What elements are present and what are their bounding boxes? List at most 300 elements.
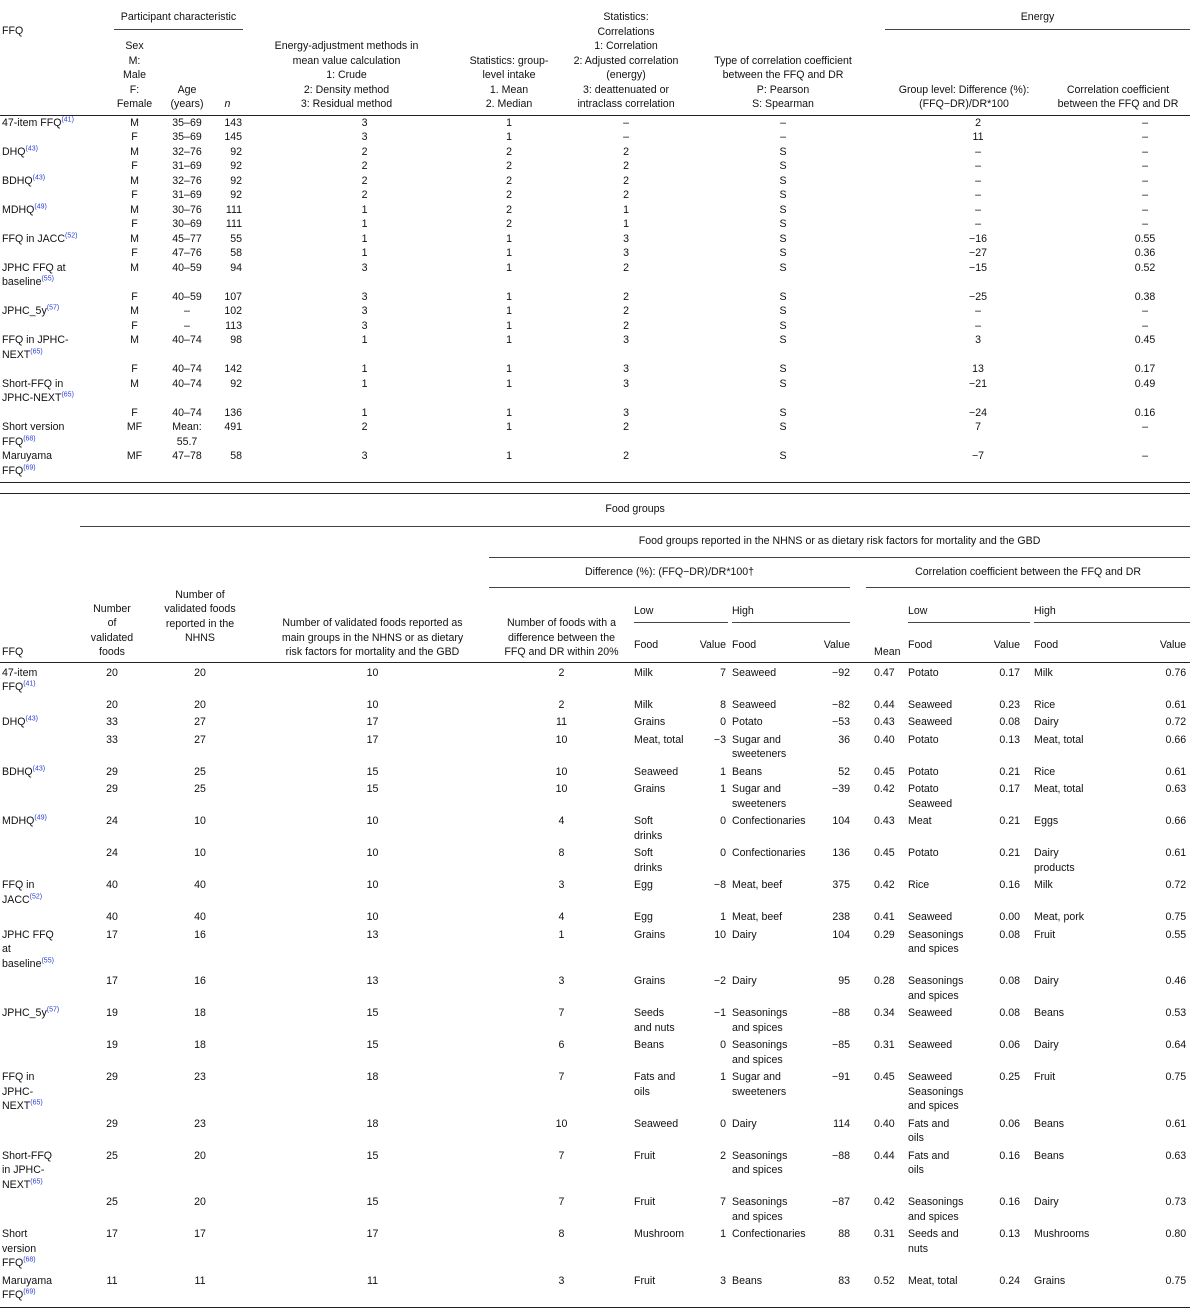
diff-low-food-cell: Soft drinks (634, 847, 663, 874)
energy-diff-cell: −21 (969, 377, 987, 390)
energy-diff-cell: – (975, 174, 981, 187)
ffq-name (0, 925, 80, 972)
diff-low-food-cell: Milk (634, 666, 653, 679)
age-cell: 40–74 (172, 334, 202, 346)
table-row (0, 1067, 1190, 1114)
ffq-name (0, 779, 80, 811)
col-header-food-groups: Food groups (80, 502, 1190, 527)
diff-high-value-cell: −91 (832, 1071, 850, 1083)
corr-high-food-cell: Beans (1034, 1007, 1065, 1019)
corr-high-value-cell: 0.75 (1165, 1274, 1187, 1287)
energy-adjust-cell: 1 (361, 363, 368, 375)
ffq-name-text: 47-item FFQ (2, 116, 62, 129)
corr-mean-cell: 0.42 (874, 783, 895, 795)
stat-corr-cell: 2 (623, 189, 629, 201)
table-row (0, 1003, 1190, 1035)
sex-cell: M (130, 377, 139, 390)
stat-corr-cell: 3 (623, 406, 629, 419)
ffq-name (0, 1003, 80, 1035)
reference-citation[interactable]: (43) (25, 715, 38, 723)
num-nhns-cell: 20 (194, 1196, 206, 1208)
num-nhns-cell: 20 (194, 666, 206, 679)
col-header-age: Age (years) (170, 83, 204, 110)
num-within-cell: 4 (558, 815, 565, 827)
col-header-num-main: Number of validated foods reported as main groups in the NHNS or as dietary risk factors for mortality and the GBD (281, 617, 464, 658)
ffq-name (0, 1192, 80, 1224)
diff-high-food-cell: Meat, beef (732, 879, 783, 891)
ffq-name (0, 762, 80, 780)
corr-low-value-cell: 0.25 (999, 1071, 1020, 1083)
energy-corr-cell: – (1142, 131, 1148, 143)
num-validated-cell: 24 (106, 847, 118, 859)
corr-low-value-cell: 0.08 (999, 928, 1020, 941)
table-row (0, 1114, 1190, 1146)
corr-low-value-cell: 0.17 (999, 666, 1020, 679)
corr-high-food-cell: Dairy (1034, 716, 1059, 728)
sex-cell: F (131, 319, 138, 332)
table-row (0, 730, 1190, 762)
reference-citation[interactable]: (57) (46, 1006, 60, 1014)
reference-citation[interactable]: (41) (61, 115, 74, 123)
col-header-reported: Food groups reported in the NHNS or as dietary risk factors for mortality and the GBD (489, 534, 1190, 559)
corr-high-food-cell: Mushrooms (1034, 1228, 1090, 1240)
corr-type-cell: S (779, 334, 787, 346)
ffq-name-text: JPHC_5y (2, 305, 47, 317)
num-nhns-cell: 16 (194, 975, 206, 987)
sex-cell: M (130, 334, 139, 346)
corr-low-value-cell: 0.21 (999, 815, 1020, 827)
corr-type-cell: S (779, 319, 787, 332)
table-row (0, 971, 1190, 1003)
ffq-name-text: JPHC FFQ at baseline (2, 261, 66, 288)
num-within-cell: 6 (558, 1039, 565, 1051)
energy-diff-cell: −24 (969, 406, 987, 419)
energy-corr-cell: 0.36 (1134, 247, 1156, 259)
col-header-corr-high-value: Value (1159, 639, 1187, 652)
col-header-energy-corr: Correlation coefficient between the FFQ and DR (1057, 83, 1179, 110)
age-cell: 30–76 (172, 203, 202, 216)
diff-high-food-cell: Dairy (732, 928, 757, 941)
num-within-cell: 10 (555, 783, 568, 795)
diff-high-value-cell: 83 (838, 1274, 850, 1287)
corr-mean-cell: 0.45 (874, 1071, 895, 1083)
diff-high-value-cell: 104 (832, 815, 850, 827)
age-cell: 40–74 (172, 377, 202, 390)
corr-high-value-cell: 0.75 (1165, 1071, 1187, 1083)
reference-citation[interactable]: (57) (46, 304, 60, 312)
diff-low-value-cell: 1 (720, 911, 726, 923)
corr-high-value-cell: 0.61 (1165, 847, 1187, 859)
num-main-cell: 13 (366, 928, 379, 941)
corr-type-cell: S (779, 377, 787, 390)
col-header-corr-low-food: Food (908, 639, 933, 652)
energy-adjust-cell: 3 (361, 305, 368, 317)
reference-citation[interactable]: (43) (32, 173, 46, 181)
corr-low-food-cell: Seaweed Seasonings and spices (908, 1071, 964, 1112)
energy-corr-cell: 0.45 (1134, 334, 1156, 346)
diff-low-food-cell: Egg (634, 879, 653, 891)
corr-high-value-cell: 0.63 (1165, 1149, 1187, 1162)
corr-mean-cell: 0.41 (874, 911, 895, 923)
table-row (0, 145, 1190, 160)
num-within-cell: 7 (558, 1071, 565, 1083)
energy-diff-cell: – (975, 145, 981, 158)
corr-high-value-cell: 0.46 (1165, 975, 1187, 987)
stat-corr-cell: 2 (623, 160, 629, 172)
reference-citation[interactable]: (55) (41, 275, 54, 283)
reference-citation[interactable]: (69) (23, 1288, 36, 1296)
diff-low-value-cell: −8 (713, 879, 726, 891)
energy-corr-cell: 0.38 (1134, 290, 1156, 303)
diff-high-food-cell: Potato (732, 716, 763, 728)
n-cell: 92 (230, 174, 243, 187)
stat-group-cell: 1 (506, 363, 512, 375)
num-within-cell: 2 (558, 698, 565, 711)
energy-adjust-cell: 1 (361, 218, 368, 230)
num-nhns-cell: 20 (194, 1149, 206, 1162)
ffq-name (0, 712, 80, 730)
energy-adjust-cell: 1 (361, 247, 368, 259)
col-header-corr-type: Type of correlation coefficient between the FFQ and DR P: Pearson S: Spearman (714, 54, 852, 110)
stat-corr-cell: 3 (623, 363, 629, 375)
table-row (0, 420, 1190, 449)
n-cell: 111 (225, 203, 243, 216)
num-validated-cell: 29 (106, 1071, 118, 1083)
corr-low-food-cell: Potato (908, 765, 939, 778)
num-validated-cell: 11 (106, 1274, 118, 1287)
energy-corr-cell: – (1142, 174, 1148, 187)
diff-high-value-cell: −82 (832, 698, 850, 711)
diff-low-food-cell: Soft drinks (634, 815, 663, 842)
diff-low-value-cell: 1 (720, 1071, 726, 1083)
stat-group-cell: 1 (506, 421, 512, 433)
diff-low-value-cell: 0 (720, 1039, 726, 1051)
stat-corr-cell: 2 (623, 261, 629, 274)
diff-low-value-cell: 7 (720, 666, 726, 679)
stat-corr-cell: 3 (623, 247, 629, 259)
col-header-energy: Energy (885, 10, 1190, 30)
num-validated-cell: 25 (106, 1149, 118, 1162)
reference-citation[interactable]: (41) (23, 680, 36, 688)
diff-high-food-cell: Dairy (732, 1117, 757, 1130)
corr-high-value-cell: 0.66 (1165, 815, 1187, 827)
diff-low-value-cell: 1 (720, 765, 726, 778)
corr-high-value-cell: 0.61 (1165, 1117, 1187, 1130)
sex-cell: F (131, 218, 138, 230)
corr-high-food-cell: Eggs (1034, 815, 1059, 827)
diff-high-food-cell: Sugar and sweeteners (732, 783, 787, 810)
stat-corr-cell: 2 (623, 145, 629, 158)
ffq-name (0, 662, 80, 695)
corr-high-food-cell: Milk (1034, 666, 1053, 679)
num-validated-cell: 24 (106, 815, 118, 827)
sex-cell: F (131, 406, 138, 419)
corr-low-value-cell: 0.13 (999, 1228, 1020, 1240)
n-cell: 143 (224, 116, 243, 129)
ffq-name (0, 115, 107, 130)
num-nhns-cell: 25 (194, 783, 206, 795)
reference-citation[interactable]: (49) (34, 202, 47, 210)
ffq-name (0, 232, 107, 247)
reference-citation[interactable]: (49) (34, 814, 47, 822)
reference-citation[interactable]: (69) (23, 463, 36, 471)
reference-citation[interactable]: (55) (41, 956, 54, 964)
ffq-name (0, 159, 107, 174)
corr-high-food-cell: Fruit (1034, 928, 1056, 941)
age-cell: – (184, 319, 190, 332)
corr-low-food-cell: Meat, total (908, 1274, 958, 1287)
energy-diff-cell: −25 (969, 290, 987, 303)
diff-low-value-cell: 7 (720, 1196, 726, 1208)
corr-high-food-cell: Dairy products (1034, 847, 1075, 874)
col-header-stat-corr: Statistics: Correlations 1: Correlation 2: Adjusted correlation (energy) 3: deattenuated or intraclass correlation (573, 11, 679, 110)
ffq-name (0, 246, 107, 261)
reference-citation[interactable]: (43) (25, 144, 38, 152)
corr-high-food-cell: Fruit (1034, 1071, 1056, 1083)
energy-corr-cell: – (1142, 160, 1148, 172)
stat-group-cell: 1 (506, 247, 512, 259)
num-within-cell: 10 (555, 733, 568, 746)
table-row (0, 304, 1190, 319)
ffq-name (0, 130, 107, 145)
diff-low-value-cell: 0 (720, 716, 726, 728)
energy-corr-cell: – (1142, 319, 1148, 332)
diff-low-value-cell: 1 (720, 1228, 726, 1240)
sex-cell: F (131, 160, 138, 172)
table-row (0, 174, 1190, 189)
ffq-name-text: Short version FFQ (2, 1228, 37, 1269)
sex-cell: M (130, 305, 139, 317)
corr-low-food-cell: Seaweed (908, 1039, 953, 1051)
num-validated-cell: 19 (106, 1039, 118, 1051)
num-validated-cell: 20 (106, 698, 118, 711)
ffq-name (0, 843, 80, 875)
n-cell: 142 (224, 363, 243, 375)
stat-group-cell: 2 (506, 189, 512, 201)
ffq-name (0, 1035, 80, 1067)
corr-low-value-cell: 0.00 (999, 911, 1020, 923)
corr-mean-cell: 0.52 (874, 1274, 895, 1287)
num-main-cell: 15 (366, 1039, 379, 1051)
age-cell: 30–69 (172, 218, 202, 230)
age-cell: 47–76 (172, 247, 202, 259)
corr-mean-cell: 0.31 (874, 1039, 895, 1051)
col-header-num-validated: Number of validated foods (90, 602, 134, 658)
reference-citation[interactable]: (65) (61, 391, 74, 399)
num-nhns-cell: 23 (194, 1117, 206, 1130)
diff-low-value-cell: −3 (713, 733, 726, 746)
sex-cell: M (130, 203, 139, 216)
corr-low-value-cell: 0.08 (999, 1007, 1020, 1019)
reference-citation[interactable]: (65) (30, 1177, 43, 1185)
corr-low-value-cell: 0.08 (999, 716, 1020, 728)
age-cell: 45–77 (172, 232, 202, 245)
table-row (0, 261, 1190, 290)
ffq-name-text: Maruyama FFQ (2, 1274, 53, 1301)
energy-diff-cell: – (975, 203, 981, 216)
corr-low-food-cell: Seaweed (908, 1007, 953, 1019)
n-cell: 92 (230, 189, 243, 201)
num-main-cell: 15 (366, 1149, 379, 1162)
num-validated-cell: 17 (106, 928, 118, 941)
energy-diff-cell: 3 (975, 334, 981, 346)
num-validated-cell: 40 (106, 879, 118, 891)
reference-citation[interactable]: (65) (30, 347, 43, 355)
num-validated-cell: 17 (106, 1228, 118, 1240)
corr-low-value-cell: 0.21 (999, 847, 1020, 859)
corr-low-value-cell: 0.24 (999, 1274, 1020, 1287)
corr-high-value-cell: 0.80 (1165, 1228, 1187, 1240)
diff-low-value-cell: 1 (720, 783, 726, 795)
diff-high-value-cell: 375 (832, 879, 850, 891)
reference-citation[interactable]: (68) (23, 434, 36, 442)
table-row (0, 377, 1190, 406)
corr-low-food-cell: Seasonings and spices (908, 975, 964, 1002)
energy-corr-cell: – (1142, 218, 1148, 230)
reference-citation[interactable]: (52) (64, 231, 78, 239)
energy-diff-cell: – (975, 189, 981, 201)
num-nhns-cell: 25 (194, 765, 206, 778)
corr-high-value-cell: 0.76 (1165, 666, 1187, 679)
energy-corr-cell: 0.52 (1134, 261, 1156, 274)
corr-high-food-cell: Meat, pork (1034, 911, 1085, 923)
num-within-cell: 1 (558, 928, 565, 941)
ffq-name-text: Short-FFQ in JPHC-NEXT (2, 377, 64, 404)
age-cell: 31–69 (172, 160, 202, 172)
num-within-cell: 3 (558, 1274, 565, 1287)
corr-high-food-cell: Dairy (1034, 975, 1059, 987)
corr-mean-cell: 0.43 (874, 815, 895, 827)
corr-mean-cell: 0.31 (874, 1228, 895, 1240)
ffq-name-text: FFQ in JPHC- NEXT (2, 1071, 35, 1112)
energy-adjust-cell: 1 (361, 406, 368, 419)
age-cell: 32–76 (172, 145, 202, 158)
stat-group-cell: 1 (506, 232, 512, 245)
age-cell: 40–59 (172, 290, 202, 303)
table-row (0, 762, 1190, 780)
corr-type-cell: – (780, 131, 786, 143)
diff-high-food-cell: Sugar and sweeteners (732, 733, 787, 760)
n-cell: 145 (224, 131, 243, 143)
corr-low-value-cell: 0.23 (999, 698, 1020, 711)
corr-high-value-cell: 0.72 (1165, 716, 1187, 728)
energy-adjust-cell: 3 (361, 131, 368, 143)
corr-low-food-cell: Seasonings and spices (908, 928, 964, 955)
energy-diff-cell: – (975, 305, 981, 317)
reference-citation[interactable]: (52) (29, 892, 43, 900)
corr-low-food-cell: Potato Seaweed (908, 783, 953, 810)
diff-high-food-cell: Confectionaries (732, 815, 806, 827)
energy-diff-cell: −16 (969, 232, 987, 245)
diff-low-food-cell: Seaweed (634, 1117, 679, 1130)
ffq-name (0, 188, 107, 203)
num-validated-cell: 25 (106, 1196, 118, 1208)
col-header-diff-low-food: Food (634, 639, 659, 652)
stat-group-cell: 1 (506, 305, 512, 317)
diff-high-food-cell: Seasonings and spices (732, 1149, 788, 1176)
table-row (0, 188, 1190, 203)
diff-low-food-cell: Fruit (634, 1196, 656, 1208)
num-nhns-cell: 11 (194, 1274, 206, 1287)
energy-corr-cell: – (1142, 421, 1148, 433)
stat-group-cell: 1 (506, 131, 512, 143)
num-main-cell: 15 (366, 765, 379, 778)
num-within-cell: 7 (558, 1007, 565, 1019)
energy-validation-table (0, 0, 1190, 483)
num-validated-cell: 29 (106, 1117, 118, 1130)
corr-low-value-cell: 0.06 (999, 1117, 1020, 1130)
stat-corr-cell: 2 (623, 450, 629, 462)
ffq-name-text: BDHQ (2, 174, 33, 187)
table-row (0, 130, 1190, 145)
energy-adjust-cell: 2 (361, 189, 368, 201)
col-header-corr-low: Low (908, 604, 1030, 624)
diff-low-food-cell: Fruit (634, 1274, 656, 1287)
sex-cell: F (131, 131, 138, 143)
col-header-diff-high-food: Food (732, 639, 757, 652)
table-row (0, 779, 1190, 811)
num-within-cell: 7 (558, 1196, 565, 1208)
diff-low-food-cell: Fruit (634, 1149, 656, 1162)
corr-mean-cell: 0.43 (874, 716, 895, 728)
ffq-name (0, 907, 80, 925)
stat-corr-cell: 2 (623, 290, 629, 303)
corr-type-cell: S (779, 160, 787, 172)
reference-citation[interactable]: (65) (30, 1099, 43, 1107)
corr-type-cell: S (779, 232, 787, 245)
ffq-name (0, 695, 80, 713)
ffq-name (0, 406, 107, 421)
corr-mean-cell: 0.29 (874, 928, 895, 941)
table-row (0, 1146, 1190, 1193)
energy-corr-cell: – (1142, 203, 1148, 216)
num-nhns-cell: 27 (194, 716, 206, 728)
ffq-name (0, 362, 107, 377)
age-cell: – (184, 305, 190, 317)
energy-adjust-cell: 1 (361, 377, 368, 390)
corr-type-cell: S (779, 305, 787, 317)
diff-low-value-cell: 0 (720, 815, 726, 827)
ffq-name (0, 377, 107, 406)
num-main-cell: 11 (367, 1274, 378, 1287)
energy-corr-cell: – (1142, 450, 1148, 462)
energy-corr-cell: 0.17 (1134, 363, 1156, 375)
diff-low-value-cell: 0 (720, 1117, 726, 1130)
energy-adjust-cell: 3 (361, 261, 368, 274)
corr-low-food-cell: Seaweed (908, 716, 953, 728)
ffq-name (0, 203, 107, 218)
reference-citation[interactable]: (43) (32, 764, 46, 772)
corr-mean-cell: 0.40 (874, 1117, 895, 1130)
table-row (0, 217, 1190, 232)
sex-cell: M (130, 116, 139, 129)
num-main-cell: 18 (366, 1071, 379, 1083)
num-within-cell: 11 (556, 716, 567, 728)
stat-group-cell: 1 (506, 261, 512, 274)
num-validated-cell: 17 (106, 975, 118, 987)
corr-high-value-cell: 0.61 (1165, 698, 1187, 711)
reference-citation[interactable]: (68) (23, 1256, 36, 1264)
n-cell: 136 (224, 406, 243, 419)
stat-group-cell: 1 (506, 377, 512, 390)
ffq-name (0, 1146, 80, 1193)
corr-mean-cell: 0.45 (874, 765, 895, 778)
table-row (0, 319, 1190, 334)
diff-high-food-cell: Confectionaries (732, 1228, 806, 1240)
diff-high-value-cell: −53 (832, 716, 850, 728)
energy-corr-cell: – (1142, 116, 1148, 129)
energy-adjust-cell: 2 (361, 421, 368, 433)
